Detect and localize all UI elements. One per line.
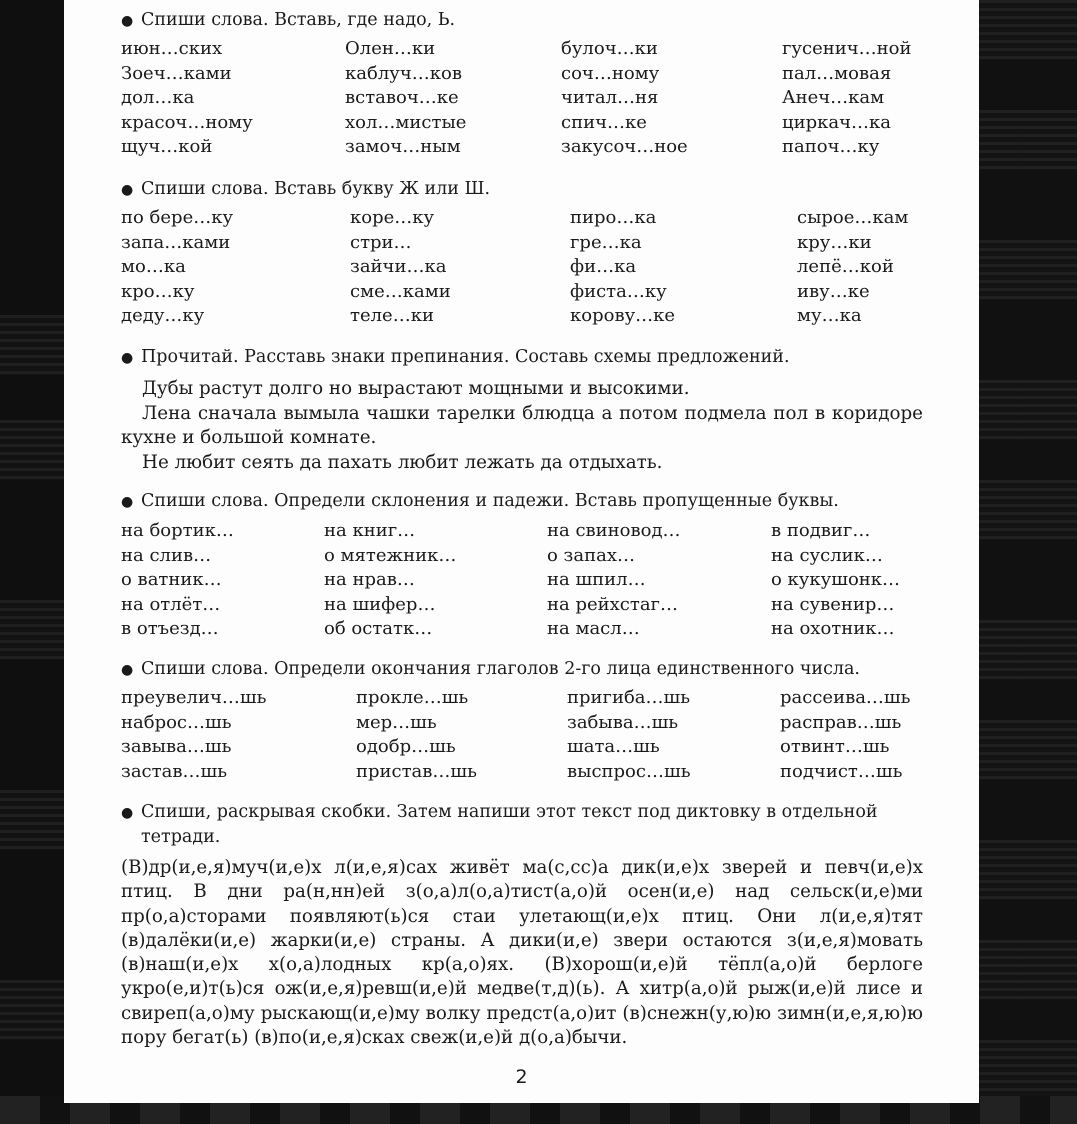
background-page-fragment <box>0 600 64 660</box>
word: корову…ке <box>570 305 676 327</box>
word: о запах… <box>547 544 635 566</box>
word: лепё…кой <box>797 256 894 278</box>
word-row <box>121 304 971 329</box>
bullet-icon: ● <box>121 494 134 510</box>
background-page-fragment <box>979 380 1077 440</box>
word: сме…ками <box>350 280 451 302</box>
word: зайчи…ка <box>350 256 447 278</box>
word: на масл… <box>547 618 640 640</box>
background-page-fragment <box>0 790 64 850</box>
word: пал…мовая <box>782 62 892 84</box>
word: на нрав… <box>324 569 415 591</box>
word-row <box>121 735 971 760</box>
background-page-fragment <box>979 110 1077 170</box>
word: Олен…ки <box>345 38 436 59</box>
word-row <box>121 686 971 711</box>
word: о кукушонк… <box>771 569 901 591</box>
word: красоч…ному <box>121 111 253 133</box>
word: запа…ками <box>121 231 231 253</box>
task-instruction <box>121 489 839 514</box>
word-row <box>121 519 971 544</box>
word: рассеива…шь <box>780 687 911 708</box>
word: пристав…шь <box>356 760 477 782</box>
instruction-text: Спиши слова. Определи окончания глаголов 2-го лица единственного числа. <box>141 659 860 679</box>
background-right-page <box>979 0 1077 1124</box>
word-table <box>121 519 971 642</box>
bullet-icon: ● <box>121 350 134 366</box>
word: щуч…кой <box>121 136 213 158</box>
word: спич…ке <box>561 111 647 133</box>
word: хол…мистые <box>345 111 467 133</box>
instruction-text: Спиши слова. Вставь, где надо, Ь. <box>141 10 456 30</box>
background-page-fragment <box>0 980 64 1040</box>
word: июн…ских <box>121 38 223 59</box>
word-table <box>121 37 971 160</box>
word: Анеч…кам <box>782 87 885 109</box>
punctuation-paragraphs <box>121 377 923 475</box>
word: стри… <box>350 231 412 253</box>
word: каблуч…ков <box>345 62 462 84</box>
task-instruction <box>121 177 490 202</box>
word: в отъезд… <box>121 618 219 640</box>
word: подчист…шь <box>780 760 903 782</box>
word: на сувенир… <box>771 593 895 615</box>
word: на бортик… <box>121 520 234 541</box>
word: пригиба…шь <box>567 687 691 708</box>
paragraph: Не любит сеять да пахать любит лежать да отдыхать. <box>142 451 663 473</box>
dictation-text: (В)др(и,е,я)муч(и,е)х л(и,е,я)сах живёт ма(с,сс)а дик(и,е)х зверей и певч(и,е)х птиц. В дни ра(н,нн)ей з(о,а)л(о,а)тист(а,о)й осен(и,е) над сельск(и,е)ми пр(о,а)сторами появляют(ь)ся стаи улетающ(и,е)х птиц. Они л(и,е,я)тят (в)далёки(и,е) жарки(и,е) страны. А дики(и,е) звери остаются з(и,е,я)мовать (в)наш(и,е)х х(о,а)лодных кр(а,о)ях. (В)хорош(и,е)й тёпл(а,о)й берлоге укро(е,и)т(ь)ся ож(и,е,я)ревш(и,е)й медве(т,д)(ь). А хитр(а,о)й рыж(и,е)й лисе и свиреп(а,о)му рыскающ(и,е)му волку предст(а,о)ит (в)снежн(у,ю)ю зимн(и,е,я,ю)ю пору бегат(ь) (в)по(и,е,я)сках свеж(и,е)й д(о,а)бычи. <box>121 857 923 1049</box>
word-row <box>121 544 971 569</box>
word-row <box>121 280 971 305</box>
background-page-fragment <box>979 840 1077 900</box>
word: мо…ка <box>121 256 186 278</box>
word: одобр…шь <box>356 736 456 758</box>
word: закусоч…ное <box>561 136 688 158</box>
word: расправ…шь <box>780 711 902 733</box>
word: о ватник… <box>121 569 222 591</box>
paragraph: Дубы растут долго но вырастают мощными и высокими. <box>142 378 690 399</box>
word: гусенич…ной <box>782 38 912 59</box>
word: на рейхстаг… <box>547 593 678 615</box>
word: теле…ки <box>350 305 434 327</box>
word-table <box>121 206 971 329</box>
word: гре…ка <box>570 231 642 253</box>
word: му…ка <box>797 305 862 327</box>
word-row <box>121 62 971 87</box>
word: замоч…ным <box>345 136 461 158</box>
word: завыва…шь <box>121 736 232 758</box>
word: булоч…ки <box>561 38 658 59</box>
instruction-text: Спиши, раскрывая скобки. Затем напиши этот текст под диктовку в отдельной тетради. <box>141 802 878 847</box>
word: на охотник… <box>771 618 895 640</box>
task-instruction <box>121 800 931 849</box>
background-left-page <box>0 0 64 1124</box>
task-instruction <box>121 8 455 33</box>
word: мер…шь <box>356 711 437 733</box>
word-row <box>121 568 971 593</box>
word-row <box>121 617 971 642</box>
background-page-fragment <box>979 0 1077 60</box>
word: на книг… <box>324 520 416 541</box>
word: отвинт…шь <box>780 736 890 758</box>
background-page-fragment <box>979 620 1077 680</box>
word: читал…ня <box>561 87 659 109</box>
paragraph: Лена сначала вымыла чашки тарелки блюдца а потом подмела пол в коридоре кухне и большой комнате. <box>121 402 923 449</box>
word: на суслик… <box>771 544 883 566</box>
background-page-fragment <box>979 1040 1077 1100</box>
word: наброс…шь <box>121 711 232 733</box>
bullet-icon: ● <box>121 13 134 29</box>
word: в подвиг… <box>771 520 871 541</box>
word: циркач…ка <box>782 111 891 133</box>
word: вставоч…ке <box>345 87 459 109</box>
word-row <box>121 711 971 736</box>
word-row <box>121 206 971 231</box>
word-row <box>121 760 971 785</box>
word-row <box>121 37 971 62</box>
word-row <box>121 255 971 280</box>
word-row <box>121 593 971 618</box>
word: прокле…шь <box>356 687 469 708</box>
word: сырое…кам <box>797 207 909 228</box>
background-page-fragment <box>0 420 64 480</box>
word-row <box>121 231 971 256</box>
instruction-text: Спиши слова. Определи склонения и падежи. Вставь пропущенные буквы. <box>141 491 839 511</box>
word: фи…ка <box>570 256 637 278</box>
background-page-fragment <box>0 315 64 375</box>
word: застав…шь <box>121 760 227 782</box>
word: выспрос…шь <box>567 760 691 782</box>
word: Зоеч…ками <box>121 62 232 84</box>
word: на свиновод… <box>547 520 681 541</box>
bullet-icon: ● <box>121 662 134 678</box>
background-page-fragment <box>979 940 1077 1000</box>
word: шата…шь <box>567 736 660 758</box>
word: пиро…ка <box>570 207 657 228</box>
word: на шифер… <box>324 593 436 615</box>
bullet-icon: ● <box>121 805 134 821</box>
word-row <box>121 86 971 111</box>
word: соч…ному <box>561 62 660 84</box>
page-number: 2 <box>515 1066 528 1088</box>
document-page <box>64 0 979 1103</box>
word: преувелич…шь <box>121 687 267 708</box>
word: иву…ке <box>797 280 870 302</box>
background-page-fragment <box>979 480 1077 540</box>
word: кру…ки <box>797 231 872 253</box>
word: о мятежник… <box>324 544 457 566</box>
word: кро…ку <box>121 280 195 302</box>
word-row <box>121 111 971 136</box>
word: на отлёт… <box>121 593 221 615</box>
word: на шпил… <box>547 569 646 591</box>
bullet-icon: ● <box>121 182 134 198</box>
background-page-fragment <box>979 720 1077 780</box>
task-instruction <box>121 345 790 370</box>
word-row <box>121 135 971 160</box>
background-page-fragment <box>979 240 1077 300</box>
word: фиста…ку <box>570 280 667 302</box>
instruction-text: Прочитай. Расставь знаки препинания. Составь схемы предложений. <box>141 347 790 367</box>
word: коре…ку <box>350 207 435 228</box>
word-table <box>121 686 971 784</box>
word: деду…ку <box>121 305 205 327</box>
word: по бере…ку <box>121 207 234 228</box>
word: дол…ка <box>121 87 195 109</box>
word: забыва…шь <box>567 711 679 733</box>
word: об остатк… <box>324 618 433 640</box>
word: папоч…ку <box>782 136 880 158</box>
task-instruction <box>121 657 860 682</box>
instruction-text: Спиши слова. Вставь букву Ж или Ш. <box>141 179 491 199</box>
word: на слив… <box>121 544 212 566</box>
